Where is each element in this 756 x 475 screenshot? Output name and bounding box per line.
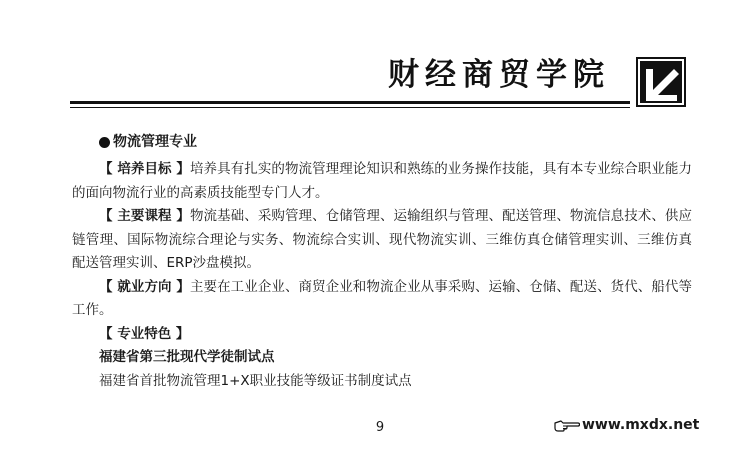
pointing-hand-icon <box>554 418 580 432</box>
header-title: 财经商贸学院 <box>388 57 610 93</box>
section-heading <box>99 131 692 153</box>
courses-label: 【 主要课程 】 <box>99 208 190 224</box>
page-number: 9 <box>375 420 385 435</box>
career-paragraph <box>72 276 692 323</box>
goal-paragraph <box>72 158 692 205</box>
header-rule <box>70 101 630 104</box>
goal-label: 【 培养目标 】 <box>99 161 190 177</box>
header-rule-thin <box>70 107 630 108</box>
courses-text: 物流基础、采购管理、仓储管理、运输组织与管理、配送管理、物流信息技术、供应链管理、国际物流综合理论与实务、物流综合实训、现代物流实训、三维仿真仓储管理实训、三维仿真配送管理实训、ERP沙盘模拟。 <box>72 208 692 271</box>
career-text: 主要在工业企业、商贸企业和物流企业从事采购、运输、仓储、配送、货代、船代等工作。 <box>72 278 692 318</box>
feature-item: 福建省第三批现代学徒制试点 <box>99 349 275 365</box>
filled-circle-bullet-icon <box>99 137 110 148</box>
main-content <box>72 131 692 393</box>
website-link[interactable] <box>554 415 699 435</box>
courses-paragraph <box>72 205 692 276</box>
goal-text: 培养具有扎实的物流管理理论知识和熟练的业务操作技能，具有本专业综合职业能力的面向物流行业的高素质技能型专门人才。 <box>72 161 692 201</box>
career-label: 【 就业方向 】 <box>99 278 190 295</box>
features-label: 【 专业特色 】 <box>99 325 190 342</box>
arrow-down-left-logo-icon <box>636 57 686 107</box>
website-url: www.mxdx.net <box>582 417 700 433</box>
section-title: 物流管理专业 <box>113 134 197 150</box>
feature-item: 福建省首批物流管理1+X职业技能等级证书制度试点 <box>99 372 412 389</box>
